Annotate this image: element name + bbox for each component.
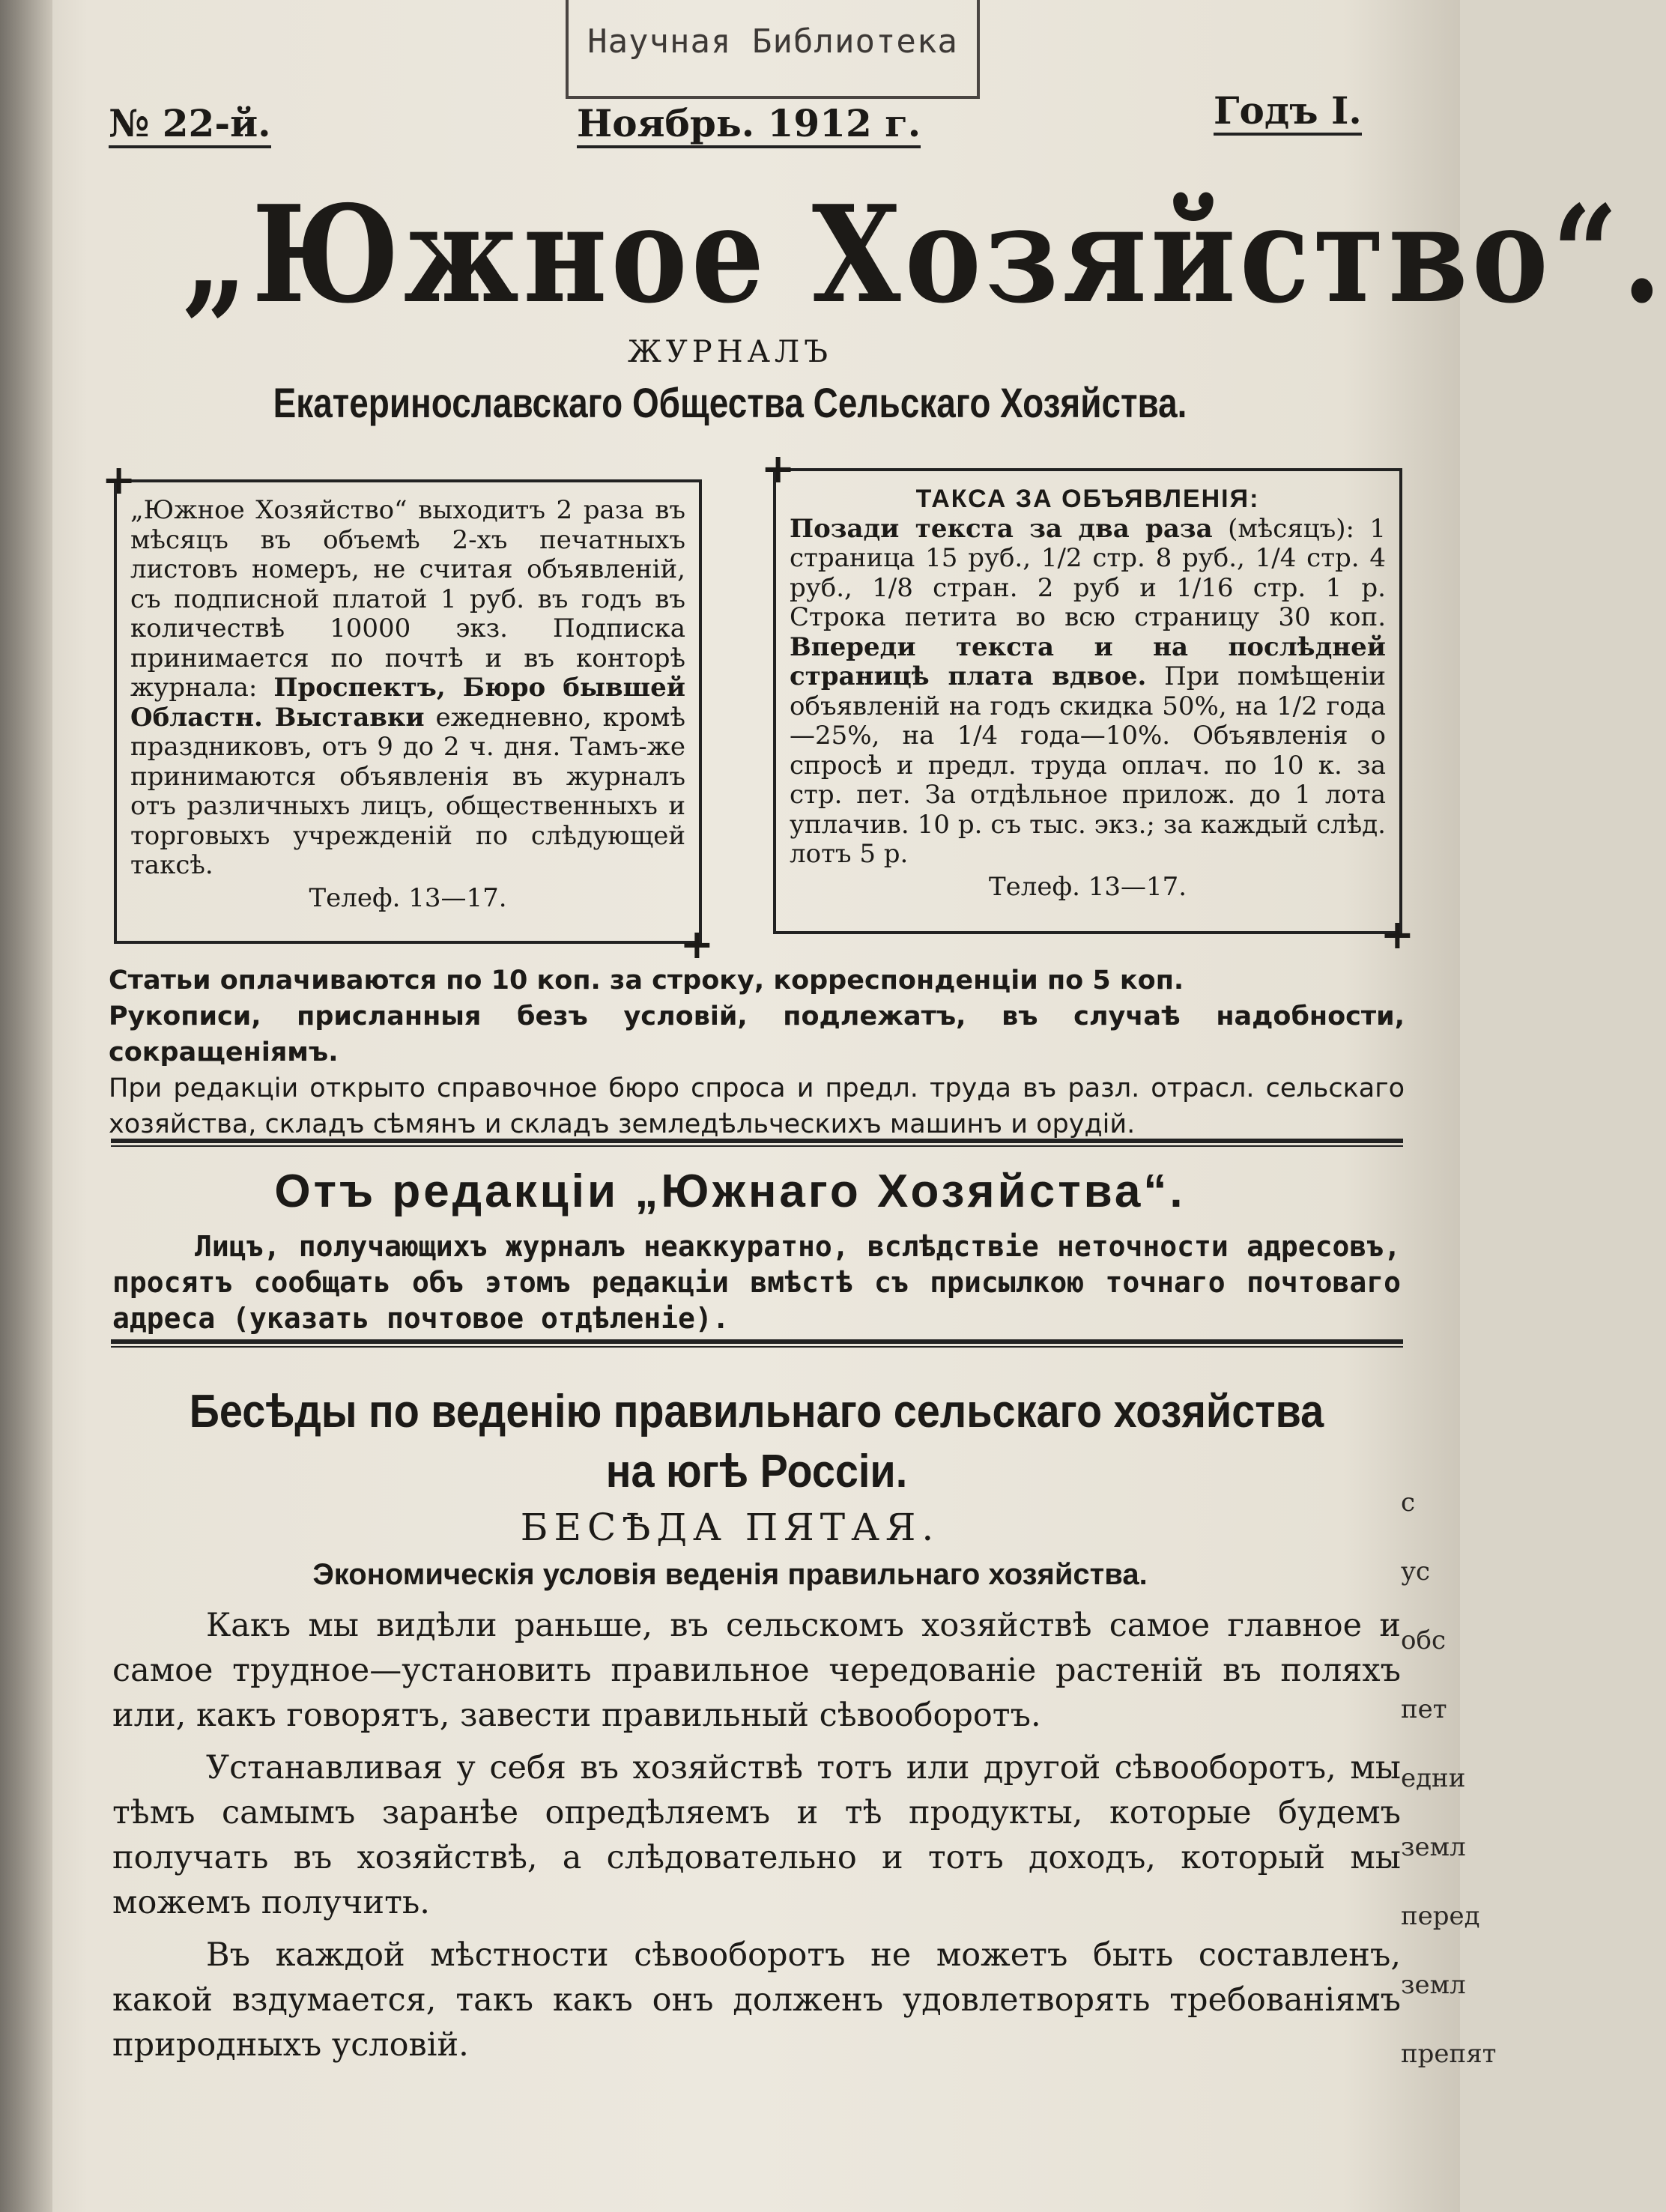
library-stamp-text: Научная Библиотека bbox=[587, 22, 958, 61]
issue-year: Годъ I. bbox=[1214, 88, 1362, 136]
article-title: Бесѣды по веденію правильнаго сельскаго хозяйства на югѣ Россіи. bbox=[189, 1386, 1324, 1497]
advertising-rates-title: + ТАКСА ЗА ОБЪЯВЛЕНІЯ: bbox=[915, 485, 1260, 513]
book-spine-shadow bbox=[0, 0, 52, 2212]
note-bureau: При редакціи открыто справочное бюро спроса и предл. труда въ разл. отрасл. сельскаго хозяйства, складъ сѣмянъ и складъ земледѣльческихъ машинъ и орудій. bbox=[109, 1073, 1405, 1139]
subscription-phone: Телеф. 13—17. bbox=[309, 882, 507, 913]
facing-page-margin bbox=[1401, 1468, 1497, 2088]
margin-fragment: ус bbox=[1401, 1557, 1431, 1587]
article-body bbox=[112, 1603, 1401, 2075]
margin-fragment: земл bbox=[1401, 1832, 1466, 1862]
masthead-subtitle-society: Екатеринославскаго Общества Сельскаго Хозяйства. bbox=[273, 379, 1187, 426]
divider-rule bbox=[111, 1139, 1403, 1147]
issue-date: Ноябрь. 1912 г. bbox=[577, 101, 921, 148]
note-payment: Статьи оплачиваются по 10 коп. за строку, корреспонденціи по 5 коп. bbox=[109, 966, 1184, 996]
editorial-notice-text: Лицъ, получающихъ журналъ неаккуратно, вслѣдствіе неточности адресовъ, просятъ сообщать объ этомъ редакціи вмѣстѣ съ присылкою точнаго почтоваго адреса (указать почтовое отдѣленіе). bbox=[112, 1230, 1401, 1335]
note-manuscripts: Рукописи, присланныя безъ условій, подлежатъ, въ случаѣ надобности, сокращеніямъ. bbox=[109, 1002, 1405, 1067]
subscription-text-start: „Южное Хозяйство“ выходитъ 2 раза въ мѣсяцъ въ объемѣ 2-хъ печатныхъ листовъ номеръ, не считая объявленій, съ подписной платой 1 руб. въ годъ въ количествѣ 10000 экз. Подписка принимается по почтѣ и въ конторѣ журнала: bbox=[130, 495, 685, 703]
masthead-subtitle-journal: ЖУРНАЛЪ bbox=[627, 335, 833, 369]
margin-fragment: едни bbox=[1401, 1763, 1466, 1793]
margin-fragment: с bbox=[1401, 1488, 1416, 1518]
advertising-rates-box bbox=[773, 468, 1402, 934]
article-paragraph: Устанавливая у себя въ хозяйствѣ тотъ или другой сѣвооборотъ, мы тѣмъ самымъ заранѣе опредѣляемъ и тѣ продукты, которые будемъ получать въ хозяйствѣ, а слѣдовательно и тотъ доходъ, который мы можемъ получить. bbox=[112, 1749, 1401, 1921]
margin-fragment: земл bbox=[1401, 1970, 1466, 2000]
article-paragraph: Какъ мы видѣли раньше, въ сельскомъ хозяйствѣ самое главное и самое трудное—установить правильное чередованіе растеній въ поляхъ или, какъ говорятъ, завести правильный сѣвооборотъ. bbox=[112, 1607, 1401, 1734]
subscription-text-end: ежедневно, кромѣ праздниковъ, отъ 9 до 2 ч. дня. Тамъ-же принимаются объявленія въ журналъ отъ различныхъ лицъ, общественныхъ и торговыхъ учрежденій по слѣдующей таксѣ. bbox=[130, 702, 686, 880]
article-subtitle: БЕСѢДА ПЯТАЯ. bbox=[520, 1506, 940, 1549]
article-section-heading: Экономическія условія веденія правильнаго хозяйства. bbox=[312, 1558, 1148, 1591]
rates-line1-bold: Позади текста за два раза bbox=[790, 513, 1213, 544]
subscription-info-box bbox=[114, 479, 702, 944]
rates-front-text: Впереди текста и на послѣдней страницѣ плата вдвое. bbox=[790, 631, 1386, 691]
margin-fragment: перед bbox=[1401, 1901, 1480, 1931]
rates-phone: Телеф. 13—17. bbox=[988, 871, 1187, 902]
margin-fragment: пет bbox=[1401, 1694, 1447, 1724]
library-stamp bbox=[566, 0, 980, 99]
margin-fragment: обс bbox=[1401, 1625, 1446, 1655]
editorial-notes bbox=[109, 963, 1405, 1142]
rates-line1-rest: (мѣсяцъ): bbox=[1228, 513, 1354, 544]
divider-rule bbox=[111, 1339, 1403, 1348]
masthead-title: „Южное Хозяйство“. bbox=[182, 176, 1666, 333]
subscription-address: Проспектъ, Бюро бывшей Областн. Выставки bbox=[130, 673, 685, 733]
rates-text-mid: 1 страница 15 руб., 1/2 стр. 8 руб., 1/4 стр. 4 руб., 1/8 стран. 2 руб и 1/16 стр. 1 р. Строка петита во всю страницу 30 коп. bbox=[790, 513, 1387, 632]
rates-text-end: При помѣщеніи объявленій на годъ скидка 50%, на 1/2 года—25%, на 1/4 года—10%. Объявленія о спросѣ и предл. труда оплач. по 10 к. за стр. пет. За отдѣльное прилож. до 1 лота уплачив. 10 р. съ тыс. экз.; за каждый слѣд. лотъ 5 р. bbox=[790, 661, 1386, 869]
editorial-notice bbox=[112, 1228, 1401, 1336]
editorial-heading: Отъ редакціи „Южнаго Хозяйства“. bbox=[274, 1166, 1186, 1217]
article-paragraph: Въ каждой мѣстности сѣвооборотъ не можетъ быть составленъ, какой вздумается, такъ какъ онъ долженъ удовлетворять требованіямъ природныхъ условій. bbox=[112, 1936, 1401, 2064]
margin-fragment: препят bbox=[1401, 2039, 1497, 2069]
issue-number: № 22-й. bbox=[109, 101, 271, 148]
